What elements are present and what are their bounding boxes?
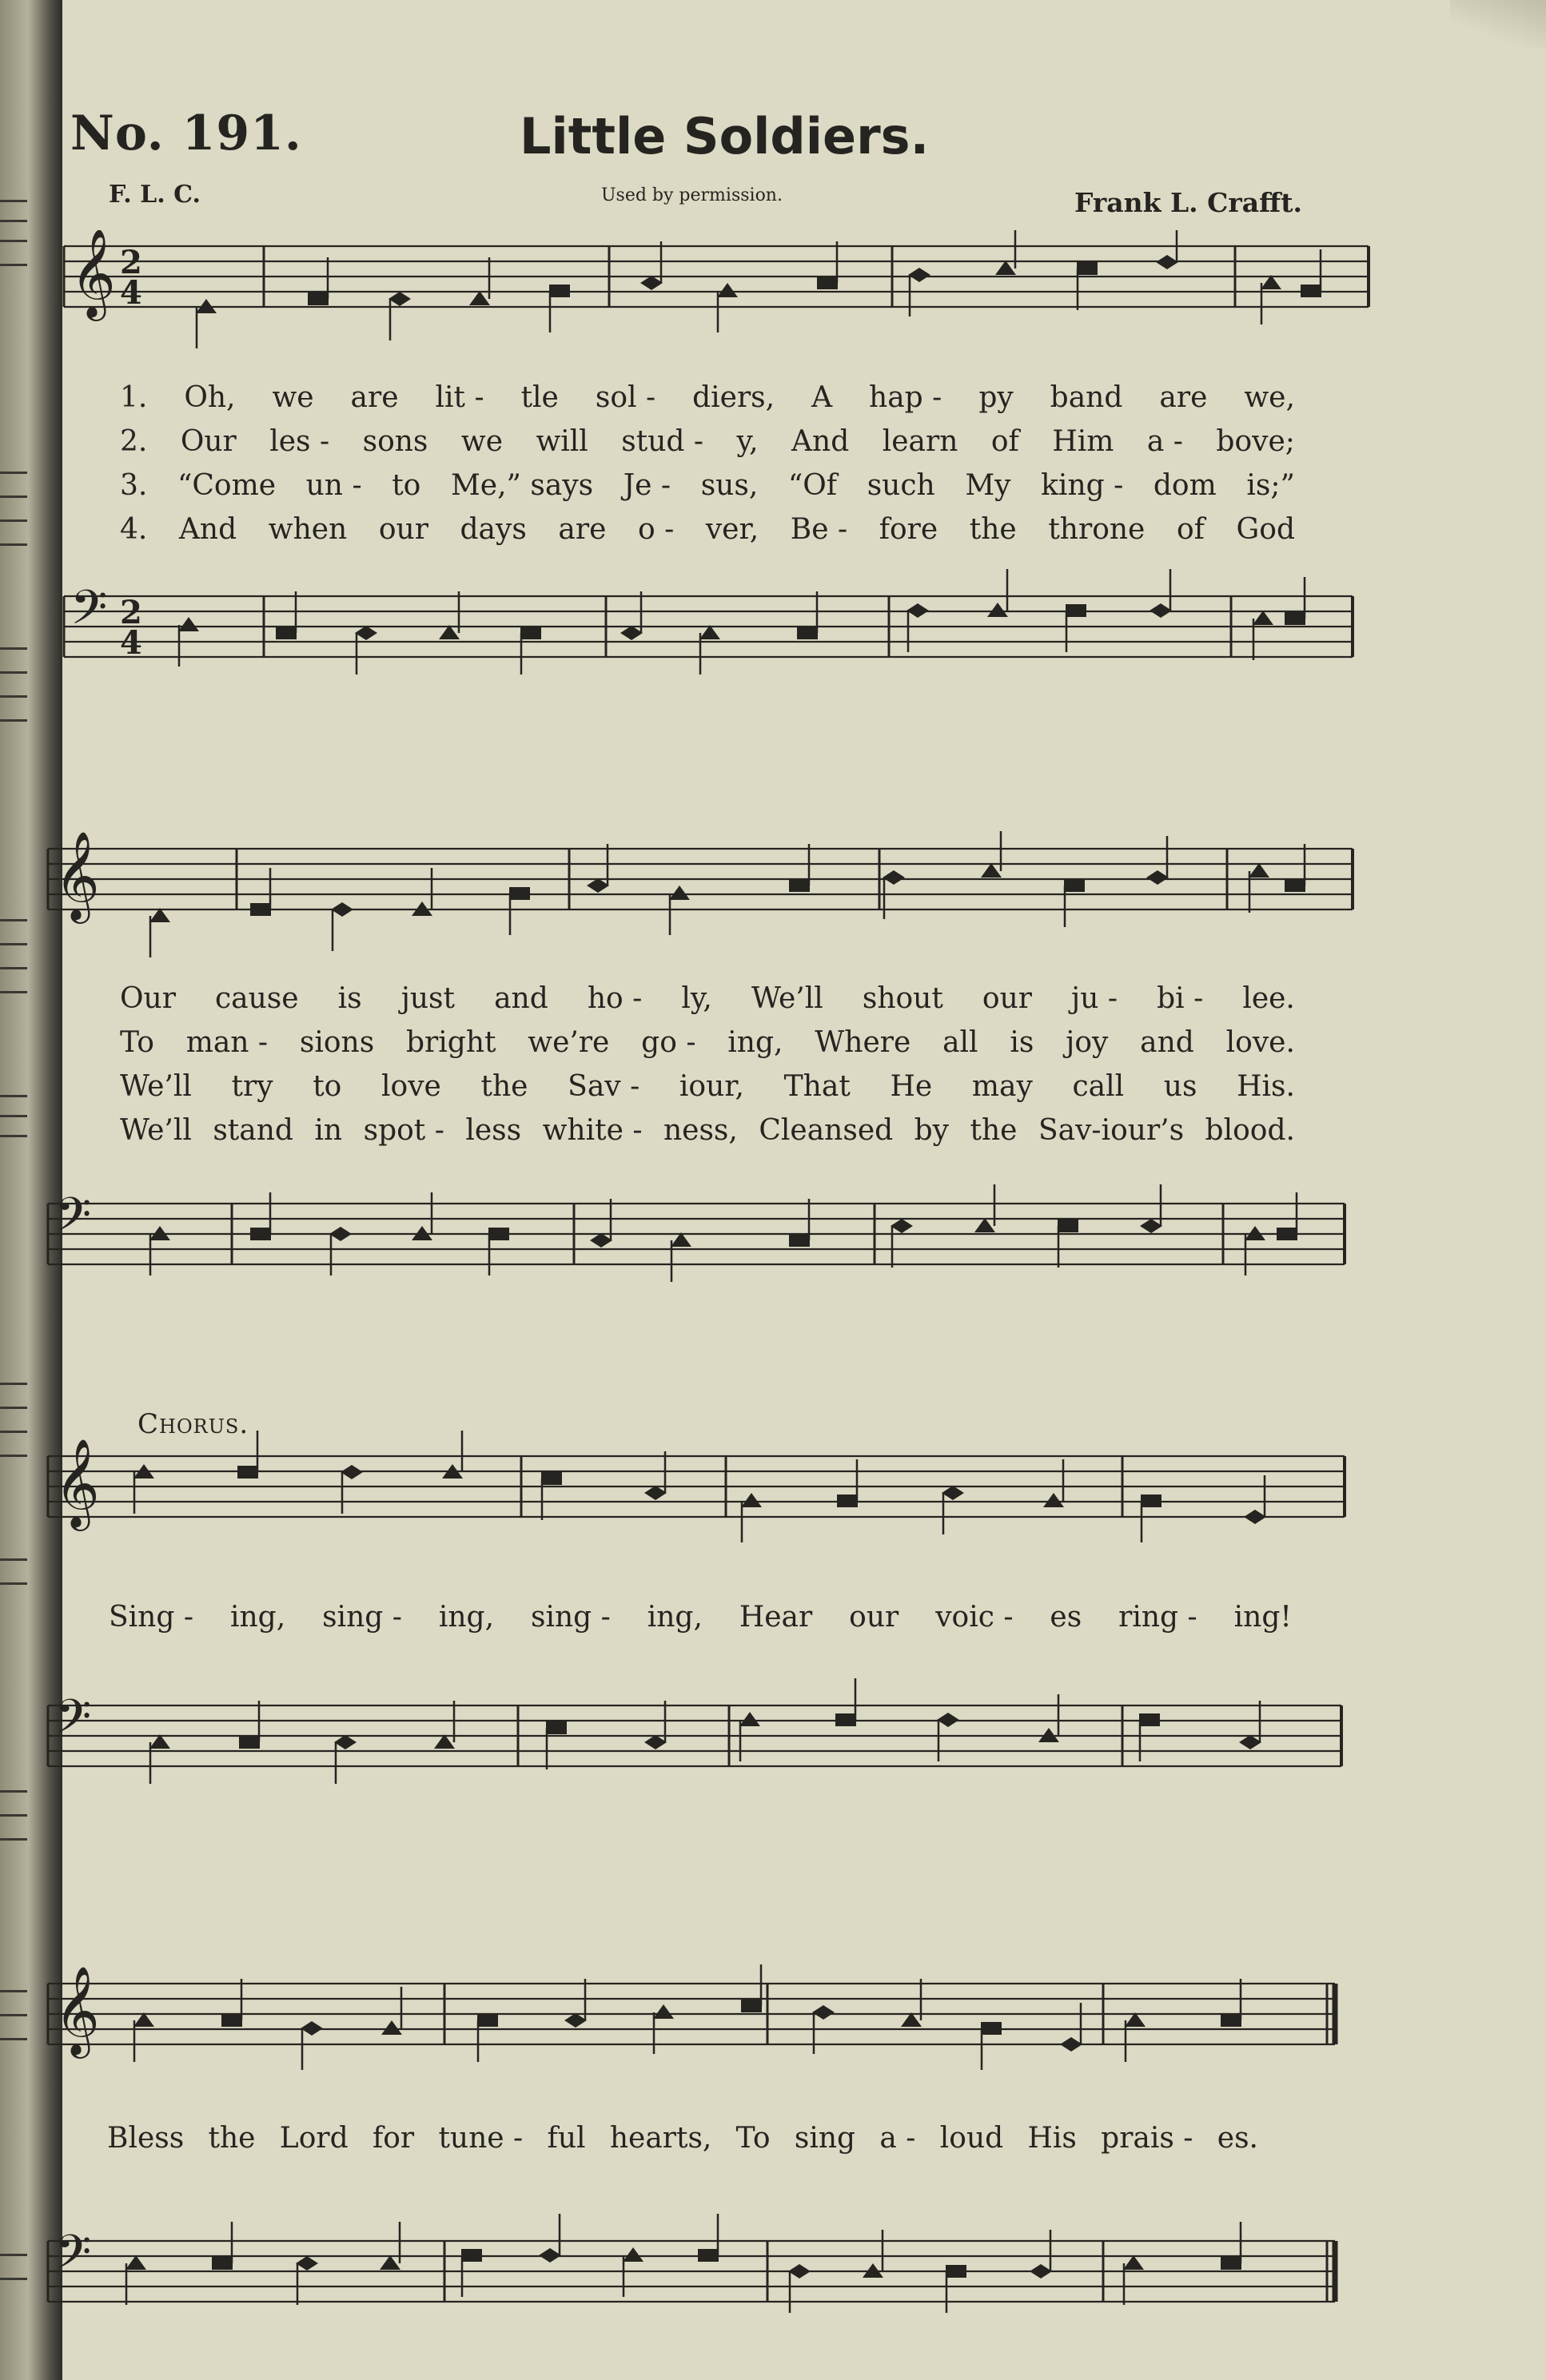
lyric-syllable: 1. [120,381,148,414]
lyric-syllable: learn [882,425,958,458]
shape-note [520,627,541,639]
lyric-syllable: try [231,1070,273,1103]
shape-note [1123,2255,1144,2270]
shape-note [937,1713,959,1727]
shape-note [995,261,1016,275]
lyric-syllable: Our [120,982,176,1015]
lyric-syllable: of [990,425,1019,458]
shape-note [717,283,738,297]
lyric-syllable: les - [269,425,330,458]
shape-note [178,617,199,631]
shape-note [669,886,690,900]
edge-mark [0,519,27,522]
lyric-syllable: tune - [438,2122,524,2155]
lyric-syllable: ing, [727,1026,783,1059]
hymn-title: Little Soldiers. [520,107,930,165]
lyric-line [120,1108,1295,1152]
shape-note [1150,603,1172,618]
edge-mark [0,719,27,722]
shape-note [1301,285,1321,297]
shape-note [469,291,490,305]
shape-note [1140,1219,1162,1233]
lyric-line [120,1021,1295,1065]
lyric-syllable: bove; [1216,425,1295,458]
shape-note [380,2255,400,2270]
lyric-syllable: is [1010,1026,1034,1059]
lyric-syllable: blood. [1205,1114,1295,1147]
shape-note [788,2264,811,2279]
shape-note [1285,612,1305,625]
shape-note [276,627,297,639]
lyric-syllable: king - [1041,469,1124,502]
shape-note [1058,1220,1078,1232]
lyric-line [109,1595,1292,1639]
lyric-syllable: And [791,425,850,458]
bass-clef: 𝄢 [54,1187,92,1254]
lyric-syllable: 3. [120,469,148,502]
system4-bass-staff [0,2206,1546,2350]
shape-note [942,1486,964,1500]
shape-note [590,1233,612,1248]
shape-note [1146,870,1169,885]
shape-note [620,626,643,640]
lyric-syllable: all [942,1026,978,1059]
shape-note [549,285,570,297]
lyric-syllable: py [978,381,1014,414]
lyric-syllable: go - [641,1026,696,1059]
shape-note [388,292,411,306]
time-signature-bottom: 4 [120,624,142,662]
shape-note [906,603,929,618]
lyric-syllable: will [536,425,588,458]
shape-note [981,2022,1002,2035]
lyric-syllable: prais - [1101,2122,1193,2155]
shape-note [250,903,271,916]
lyric-syllable: stud - [621,425,704,458]
bass-clef: 𝄢 [70,579,108,647]
lyric-syllable: sing - [322,1601,402,1634]
lyric-syllable: iour, [679,1070,744,1103]
lyric-syllable: are [1159,381,1208,414]
lyric-syllable: joy [1066,1026,1109,1059]
lyric-syllable: Him [1052,425,1114,458]
shape-note [329,1227,352,1241]
lyric-syllable: in [314,1114,343,1147]
shape-note [974,1218,995,1232]
lyric-syllable: 2. [120,425,148,458]
lyric-syllable: man - [185,1026,269,1059]
shape-note [640,276,663,290]
bass-clef: 𝄢 [54,2224,92,2291]
lyric-syllable: white - [542,1114,643,1147]
lyric-syllable: hearts, [609,2122,712,2155]
lyric-syllable: a - [1146,425,1183,458]
system3-bass-staff [0,1670,1546,1830]
permission-note: Used by permission. [601,185,783,205]
lyric-syllable: hap - [869,381,942,414]
lyric-line [120,464,1295,507]
time-signature-bottom: 4 [120,274,142,312]
shape-note [797,627,818,639]
shape-note [789,879,810,892]
time-signature-top: 2 [120,244,142,281]
lyric-syllable: dom [1153,469,1217,502]
treble-clef: 𝄞 [54,831,100,920]
lyric-syllable: diers, [692,381,775,414]
lyric-syllable: “Come [177,469,277,502]
lyric-syllable: a - [879,2122,916,2155]
shape-note [1253,611,1273,625]
lyric-syllable: and [494,982,548,1015]
edge-mark [0,1095,27,1097]
lyric-syllable: lee. [1242,982,1295,1015]
lyric-syllable: sing - [530,1601,611,1634]
shape-note [1060,2037,1082,2052]
lyric-syllable: our [849,1601,899,1634]
shape-note [1277,1228,1297,1240]
shape-note [239,1736,260,1749]
lyric-syllable: sons [362,425,428,458]
lyric-syllable: call [1072,1070,1125,1103]
shape-note [741,1493,762,1507]
edge-mark [0,1383,27,1385]
chorus-lyrics-line2 [107,2116,1258,2160]
lyric-syllable: for [372,2122,415,2155]
shape-note [981,863,1002,878]
lyric-syllable: His [1027,2122,1077,2155]
lyric-syllable: That [783,1070,851,1103]
treble-clef: 𝄞 [54,1965,100,2055]
lyric-syllable: To [735,2122,771,2155]
treble-clef: 𝄞 [70,230,116,317]
edge-mark [0,200,27,202]
lyric-syllable: ful [547,2122,586,2155]
lyric-syllable: loud [939,2122,1004,2155]
lyric-syllable: are [350,381,399,414]
chorus-label: Chorus. [137,1408,249,1440]
lyric-syllable: shout [862,982,943,1015]
shape-note [817,277,838,289]
lyric-syllable: es. [1217,2122,1258,2155]
shape-note [1139,1713,1160,1726]
lyric-syllable: to [313,1070,342,1103]
shape-note [1156,255,1178,269]
lyric-syllable: are [558,513,607,546]
lyric-syllable: Bless [107,2122,185,2155]
composer-credit: Frank L. Crafft. [1074,187,1302,218]
lyric-syllable: ing, [647,1601,703,1634]
lyric-syllable: Cleansed [759,1114,894,1147]
system1-treble-staff [0,230,1546,358]
hymn-number: No. 191. [70,105,302,161]
edge-mark [0,1135,27,1137]
lyric-syllable: the [480,1070,528,1103]
shape-note [908,268,930,282]
verse-lyrics-system2 [120,977,1295,1152]
shape-note [741,2000,762,2012]
lyric-syllable: ing, [438,1601,495,1634]
edge-mark [0,1838,27,1841]
lyric-syllable: And [178,513,237,546]
shape-note [341,1465,363,1479]
lyric-syllable: God [1236,513,1295,546]
lyric-syllable: such [867,469,935,502]
edge-mark [0,1115,27,1117]
lyric-syllable: We’ll [120,1070,192,1103]
bass-clef: 𝄢 [54,1689,92,1756]
lyric-syllable: He [890,1070,933,1103]
lyric-syllable: when [268,513,348,546]
lyric-syllable: sol - [595,381,656,414]
shape-note [126,2255,146,2270]
lyric-syllable: sions [299,1026,375,1059]
shape-note [477,2014,498,2027]
lyric-syllable: Where [815,1026,911,1059]
edge-mark [0,496,27,498]
lyric-syllable: We’ll [120,1114,192,1147]
shape-note [509,887,530,900]
shape-note [381,2020,402,2035]
lyric-syllable: Lord [279,2122,349,2155]
lyric-syllable: tle [520,381,559,414]
shape-note [541,1472,562,1485]
lyric-syllable: love. [1225,1026,1295,1059]
shape-note [1244,1510,1266,1524]
lyric-syllable: throne [1048,513,1146,546]
lyric-syllable: of [1176,513,1205,546]
shape-note [296,2256,318,2271]
chorus-lyrics-line1 [109,1595,1292,1639]
lyric-syllable: sing [794,2122,856,2155]
lyric-syllable: may [971,1070,1033,1103]
lyric-line [120,420,1295,464]
edge-mark [0,1407,27,1409]
lyric-line [120,376,1295,420]
lyric-syllable: sus, [700,469,759,502]
lyric-syllable: Je - [623,469,671,502]
lyric-syllable: Me,” says [450,469,594,502]
shape-note [564,2013,587,2028]
system3-treble-staff [0,1423,1546,1558]
shape-note [237,1466,258,1479]
lyric-line [120,1065,1295,1108]
shape-note [1141,1494,1161,1507]
shape-note [212,2257,233,2270]
system4-treble-staff [0,1950,1546,2086]
lyric-syllable: to [392,469,421,502]
lyric-syllable: fore [879,513,938,546]
lyric-syllable: spot - [363,1114,444,1147]
shape-note [1249,863,1269,878]
shape-note [835,1713,856,1726]
shape-note [812,2005,835,2020]
shape-note [587,878,609,893]
time-signature-top: 2 [120,594,142,631]
lyric-syllable: bi - [1157,982,1204,1015]
shape-note [623,2247,644,2262]
lyric-syllable: A [811,381,833,414]
lyric-syllable: We’ll [751,982,823,1015]
verse-lyrics-system1 [120,376,1295,551]
edge-mark [0,543,27,546]
shape-note [1030,2264,1052,2279]
lyric-syllable: o - [637,513,675,546]
lyric-syllable: the [969,513,1017,546]
lyric-syllable: ness, [663,1114,738,1147]
lyric-syllable: we [460,425,503,458]
shape-note [739,1712,760,1726]
shape-note [539,2248,561,2263]
lyric-syllable: we’re [528,1026,610,1059]
system2-treble-staff [0,831,1546,983]
lyric-syllable: and [1140,1026,1194,1059]
shape-note [1285,879,1305,892]
lyric-syllable: es [1050,1601,1082,1634]
shape-note [1239,1735,1261,1749]
lyric-syllable: love [381,1070,441,1103]
lyric-syllable: ver, [705,513,759,546]
shape-note [883,870,905,885]
shape-note [987,603,1008,617]
lyric-syllable: bright [406,1026,496,1059]
lyric-syllable: is;” [1246,469,1295,502]
page-corner-fold [1450,0,1546,48]
lyric-syllable: ho - [587,982,643,1015]
lyric-syllable: our [982,982,1032,1015]
shape-note [1221,2257,1241,2270]
lyric-syllable: ju - [1071,982,1118,1015]
shape-note [250,1228,271,1240]
lyric-syllable: stand [213,1114,293,1147]
shape-note [355,626,377,640]
lyric-syllable: “Of [787,469,838,502]
shape-note [698,2249,719,2262]
lyric-syllable: To [120,1026,154,1059]
lyric-syllable: voic - [935,1601,1014,1634]
lyric-syllable: our [378,513,428,546]
lyric-syllable: less [465,1114,522,1147]
lyric-syllable: by [914,1114,950,1147]
lyric-syllable: Hear [739,1601,813,1634]
lyric-syllable: Sing - [109,1601,194,1634]
shape-note [644,1735,667,1749]
lyric-line [120,977,1295,1021]
shape-note [308,293,329,305]
lyric-syllable: lit - [435,381,484,414]
lyric-syllable: Sav-iour’s [1038,1114,1185,1147]
shape-note [461,2249,482,2262]
lyric-syllable: band [1050,381,1123,414]
system1-bass-staff [0,559,1546,711]
lyric-syllable: Our [180,425,237,458]
shape-note [546,1721,567,1734]
lyric-syllable: y, [736,425,759,458]
lyric-syllable: is [337,982,362,1015]
shape-note [1221,2014,1241,2027]
lyric-syllable: 4. [120,513,148,546]
lyric-syllable: Oh, [184,381,236,414]
shape-note [837,1494,858,1507]
lyric-syllable: ing, [229,1601,286,1634]
shape-note [891,1219,913,1233]
shape-note [946,2265,966,2278]
edge-mark [0,1558,27,1561]
lyric-syllable: un - [305,469,362,502]
shape-note [653,2004,674,2019]
lyric-syllable: ring - [1118,1601,1197,1634]
shape-note [1077,262,1098,275]
edge-mark [0,1582,27,1585]
shape-note [221,2014,242,2027]
lyric-syllable: ly, [681,982,712,1015]
lyric-syllable: days [460,513,527,546]
edge-mark [0,991,27,993]
edge-mark [0,220,27,222]
lyric-syllable: Be - [790,513,848,546]
lyric-syllable: the [208,2122,256,2155]
treble-clef: 𝄞 [54,1438,100,1527]
shape-note [644,1486,667,1500]
system2-bass-staff [0,1167,1546,1303]
lyric-syllable: ing! [1233,1601,1292,1634]
lyric-syllable: His. [1237,1070,1295,1103]
shape-note [301,2021,323,2036]
shape-note [1064,879,1085,892]
edge-mark [0,472,27,474]
shape-note [1066,604,1086,617]
lyric-line [107,2116,1258,2160]
shape-note [331,902,353,917]
lyric-syllable: just [400,982,455,1015]
lyric-syllable: we [272,381,314,414]
lyric-syllable: My [965,469,1011,502]
lyric-syllable: Sav - [568,1070,640,1103]
lyric-syllable: cause [214,982,299,1015]
shape-note [488,1228,509,1240]
shape-note [1043,1493,1064,1507]
shape-note [789,1234,810,1247]
lyric-syllable: we, [1244,381,1295,414]
lyric-syllable: us [1163,1070,1197,1103]
lyricist-credit: F. L. C. [109,181,201,209]
shape-note [334,1735,357,1749]
lyric-syllable: the [970,1114,1018,1147]
lyric-line [120,507,1295,551]
